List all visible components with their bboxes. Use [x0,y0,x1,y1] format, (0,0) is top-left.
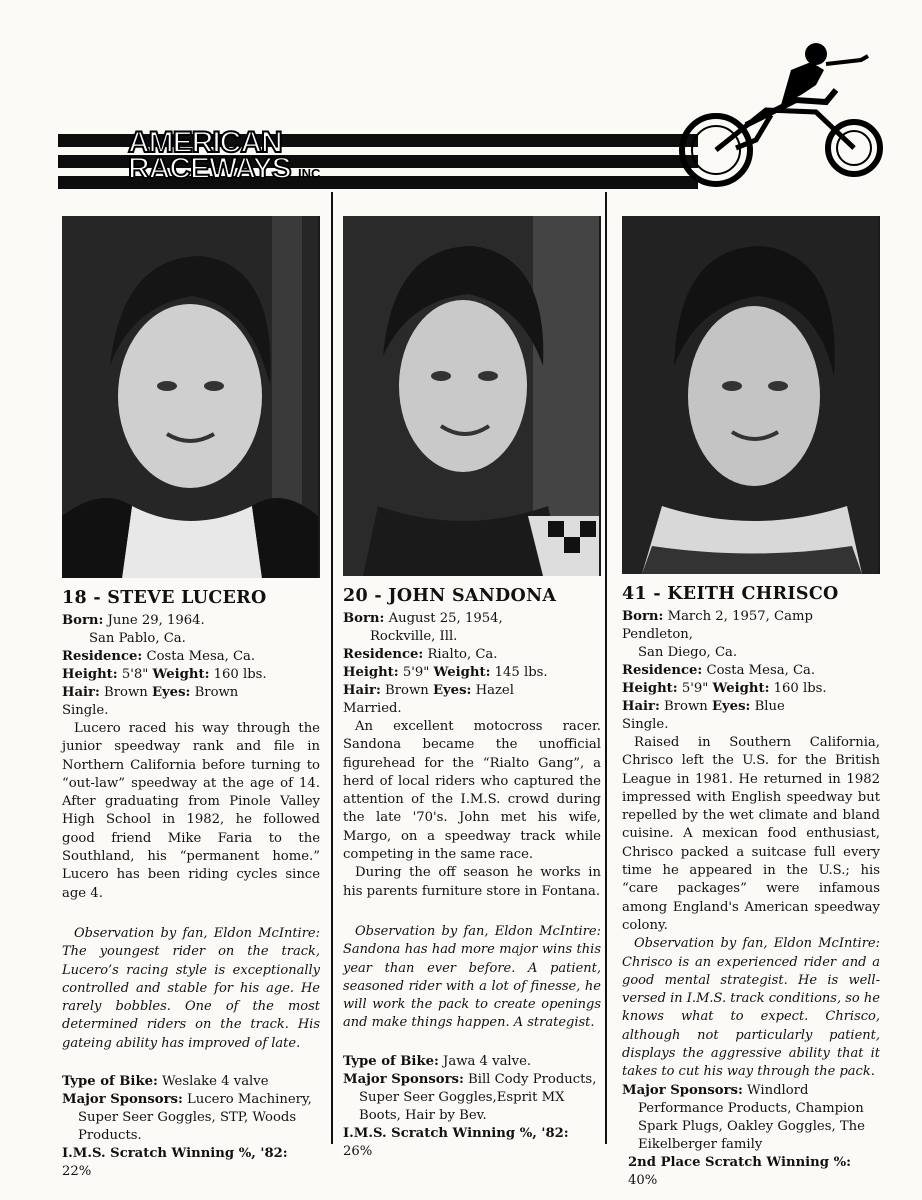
eyes-label: Eyes: [151,685,191,700]
weight-label: Weight: [712,681,770,696]
rider-facts [62,612,320,720]
column-divider-1 [331,192,333,1144]
logo-suffix: INC [297,166,321,181]
rider-photo-lucero [62,216,320,578]
born-label: Born: [622,609,664,624]
residence-label: Residence: [622,663,703,678]
height-value: 5'9" [402,665,430,680]
column-divider-2 [605,192,607,1144]
american-raceways-logo [128,126,321,187]
rider-facts [343,610,601,718]
hair-value: Brown [664,699,708,714]
hair-value: Brown [385,683,429,698]
bio-paragraph: During the off season he works in his parents furniture store in Fontana. [343,865,601,899]
residence-label: Residence: [343,647,424,662]
speedway-rider-illustration [676,40,886,190]
hair-label: Hair: [622,699,660,714]
stat-value: 22% [62,1164,92,1180]
observation-lead: Observation by fan, Eldon McIntire: [634,936,880,952]
height-value: 5'9" [681,681,709,696]
weight-label: Weight: [433,665,491,680]
bike-and-sponsors [622,1082,880,1190]
stat-label: I.M.S. Scratch Winning %, '82: [343,1125,569,1141]
rider-facts [622,608,880,734]
sponsors-value: Bill Cody Products, Super Seer Goggles,Esprit MX Boots, Hair by Bev. [359,1071,597,1123]
eyes-label: Eyes: [432,683,472,698]
eyes-value: Brown [194,685,239,700]
sponsors-value: Lucero Machinery, Super Seer Goggles, STP, Woods Products. [78,1092,312,1144]
bio-paragraph: Lucero raced his way through the junior speedway rank and file in Northern California before turning to “out-law” speedway at the age of 14. After graduating from Pinole Valley High School in 1982, he followed good friend Mike Faria to the Southland, his “permanent home.” Lucero has been riding cycles since age 4. [62,721,320,901]
bike-and-sponsors [62,1073,320,1181]
bike-label: Type of Bike: [343,1053,439,1069]
rider-profile-chrisco [622,216,880,1190]
residence-label: Residence: [62,649,143,664]
fan-observation [62,925,320,1053]
born-label: Born: [343,611,385,626]
born-value: August 25, 1954, [388,611,503,626]
bike-label: Type of Bike: [62,1074,158,1090]
born-value: March 2, 1957, Camp Pendleton, [622,609,813,642]
residence-value: Costa Mesa, Ca. [146,649,256,664]
sponsors-label: Major Sponsors: [343,1071,464,1087]
rider-photo-sandona [343,216,601,576]
rider-profile-lucero [62,216,320,1181]
rider-name: 18 - STEVE LUCERO [62,588,267,608]
born-place: Rockville, Ill. [370,629,458,644]
eyes-value: Hazel [475,683,514,698]
logo-line-1: AMERICAN [128,126,282,159]
sponsors-value: Windlord Performance Products, Champion Spark Plugs, Oakley Goggles, The Eikelberger family [638,1082,865,1152]
sponsors-label: Major Sponsors: [62,1092,183,1108]
rider-profile-sandona [343,216,601,1161]
born-place: San Pablo, Ca. [89,631,186,646]
rider-name: 20 - JOHN SANDONA [343,586,557,606]
height-label: Height: [622,681,678,696]
bio-paragraph: An excellent motocross racer. Sandona became the unofficial figurehead for the “Rialto Gang”, a herd of local riders who captured the attention of the I.M.S. crowd during the late '70's. John met his wife, Margo, on a speedway track while competing in the same race. [343,719,601,863]
residence-value: Costa Mesa, Ca. [706,663,816,678]
logo-line-2: RACEWAYS [128,152,291,185]
eyes-value: Blue [754,699,785,714]
observation-lead: Observation by fan, Eldon McIntire: [355,923,601,939]
weight-value: 160 lbs. [773,681,827,696]
marital-status: Single. [622,717,669,732]
observation-text: Sandona has had more major wins this year than ever before. A patient, seasoned rider with a lot of finesse, he will work the pack to create openings and make things happen. A strategist. [343,942,601,1031]
stat-label: I.M.S. Scratch Winning %, '82: [62,1146,288,1162]
marital-status: Single. [62,703,109,718]
stat-value: 40% [628,1172,658,1188]
weight-value: 145 lbs. [494,665,548,680]
hair-label: Hair: [62,685,100,700]
observation-text: The youngest rider on the track, Lucero’s racing style is exceptionally controlled and stable for his age. He rarely bobbles. One of the most determined riders on the track. His gateing ability has improved of late. [62,944,320,1051]
born-place: San Diego, Ca. [638,645,738,660]
height-label: Height: [62,667,118,682]
stat-label: 2nd Place Scratch Winning %: [628,1154,851,1170]
bike-value: Jawa 4 valve. [443,1053,532,1069]
bike-and-sponsors [343,1053,601,1161]
weight-label: Weight: [152,667,210,682]
marital-status: Married. [343,701,402,716]
born-value: June 29, 1964. [107,613,205,628]
stat-value: 26% [343,1143,373,1159]
residence-value: Rialto, Ca. [427,647,498,662]
bike-value: Weslake 4 valve [162,1074,269,1090]
fan-observation [343,923,601,1033]
hair-value: Brown [104,685,148,700]
sponsors-label: Major Sponsors: [622,1082,743,1098]
height-value: 5'8" [121,667,149,682]
rider-name: 41 - KEITH CHRISCO [622,584,839,604]
eyes-label: Eyes: [711,699,751,714]
height-label: Height: [343,665,399,680]
fan-observation [622,935,880,1081]
observation-text: Chrisco is an experienced rider and a good mental strategist. He is well-versed in I.M.S. track conditions, so he knows what to expect. Chrisco, although not particularly patient, displays the aggressive ability that it takes to cut his way through the pack. [622,954,880,1080]
rider-photo-chrisco [622,216,880,574]
born-label: Born: [62,613,104,628]
bio-paragraph: Raised in Southern California, Chrisco left the U.S. for the British League in 1981. He returned in 1982 impressed with English speedway but repelled by the wet climate and bland cuisine. A mexican food enthusiast, Chrisco packed a suitcase full every time he appeared in the U.S.; his “care packages” were infamous among England's American speedway colony. [622,735,880,933]
weight-value: 160 lbs. [213,667,267,682]
hair-label: Hair: [343,683,381,698]
observation-lead: Observation by fan, Eldon McIntire: [74,925,320,941]
